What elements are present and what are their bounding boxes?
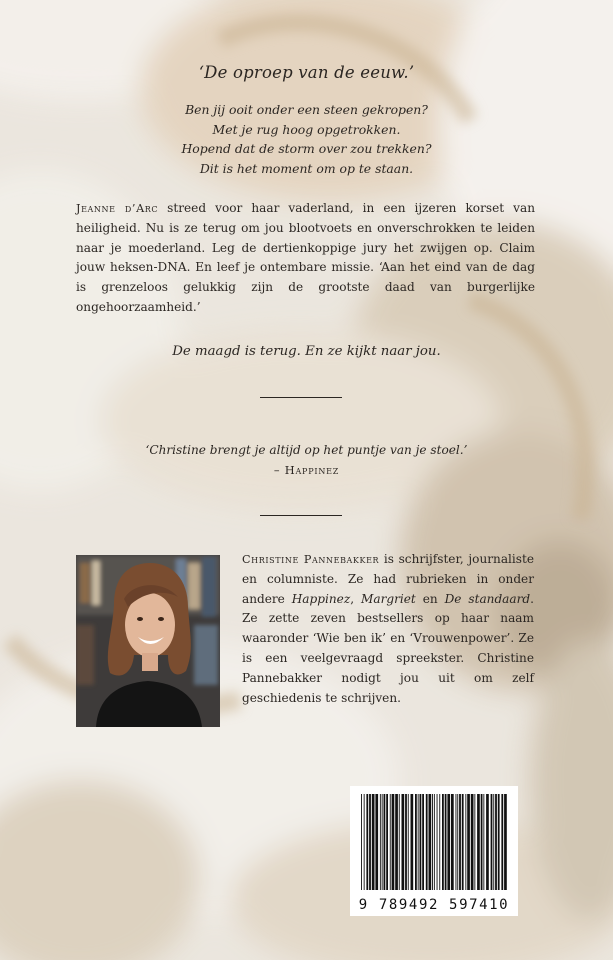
barcode-bar [462, 794, 464, 890]
barcode-bar [411, 794, 414, 890]
barcode-bar [471, 794, 474, 890]
poem-line: Ben jij ooit onder een steen gekropen? [185, 102, 428, 117]
barcode-bar [380, 794, 381, 890]
poem-title: ‘De oproep van de eeuw.’ [198, 63, 415, 82]
barcode-bar [504, 794, 507, 890]
barcode-bar [442, 794, 444, 890]
divider [260, 515, 342, 516]
barcode-bars [359, 794, 509, 890]
barcode-bar [408, 794, 409, 890]
barcode-bar [456, 794, 457, 890]
barcode-bar [467, 794, 470, 890]
barcode-bar [493, 794, 494, 890]
barcode-bar [415, 794, 417, 890]
barcode-bar [395, 794, 398, 890]
barcode-bar [422, 794, 424, 890]
isbn-number: 9 789492 597410 [358, 897, 510, 913]
barcode-bar [459, 794, 461, 890]
tagline: De maagd is terug. En ze kijkt naar jou. [172, 344, 441, 359]
barcode-bar [375, 794, 378, 890]
blurb-paragraph [76, 199, 535, 318]
barcode-bar [420, 794, 422, 890]
barcode-bar [364, 794, 365, 890]
barcode-bar [495, 794, 497, 890]
magazine-title: Happinez [291, 591, 351, 606]
magazine-title: De standaard [444, 591, 531, 606]
barcode-bar [366, 794, 368, 890]
barcode-bar [474, 794, 475, 890]
bio-text: is schrijfster, journaliste en columniste. Ze had rubrieken in onder andere [242, 552, 534, 606]
poem-line: Dit is het moment om op te staan. [199, 160, 414, 176]
barcode-bar [447, 794, 450, 890]
poem [0, 100, 613, 178]
barcode-bar [481, 794, 483, 890]
magazine-title: Margriet [360, 591, 416, 606]
barcode-bar [384, 794, 386, 890]
barcode-bar [501, 794, 503, 890]
barcode-bar [465, 794, 466, 890]
barcode-bar [386, 794, 388, 890]
barcode-bar [361, 794, 362, 890]
review-text: ‘Christine brengt je altijd op het puntje van je stoel.’ [145, 443, 468, 457]
barcode-bar [457, 794, 458, 890]
barcode-bar [491, 794, 493, 890]
barcode-bar [382, 794, 383, 890]
barcode-bar [483, 794, 484, 890]
barcode-bar [369, 794, 371, 890]
bio-text: . Ze zette zeven bestsellers op haar naam waaronder ‘Wie ben ik’ en ‘Vrouwenpower’. Ze is een veelgevraagd spreekster. Christine Pannebakker nodigt jou uit om zelf geschiedenis te schrijven. [242, 591, 534, 705]
barcode-bar [399, 794, 400, 890]
barcode-bar [418, 794, 419, 890]
review-source: – Happinez [273, 463, 340, 477]
poem-line: Hopend dat de storm over zou trekken? [181, 141, 432, 156]
barcode-bar [437, 794, 438, 890]
divider [260, 397, 342, 398]
barcode-bar [429, 794, 432, 890]
barcode-bar [392, 794, 395, 890]
isbn-barcode [350, 786, 518, 916]
barcode-bar [426, 794, 428, 890]
barcode-bar [372, 794, 375, 890]
author-photo [76, 555, 220, 727]
review-quote [0, 440, 613, 480]
blurb-lead-name: Jeanne d’Arc [76, 202, 159, 215]
author-name: Christine Pannebakker [242, 553, 380, 566]
bio-text: en [415, 591, 445, 606]
barcode-bar [486, 794, 489, 890]
blurb-text: streed voor haar vaderland, in een ijzeren korset van heiligheid. Nu is ze terug om jou blootvoets en onverschrokken te leiden naar je moederland. Leg de dertienkoppige jury het zwijgen op. Claim jouw heksen-DNA. En leef je ontembare missie. ‘Aan het eind van de dag is grenzeloos gelukkig zijn de grootste daad van burgerlijke ongehoorzaamheid.’ [76, 201, 535, 314]
barcode-bar [402, 794, 405, 890]
barcode-bar [434, 794, 435, 890]
barcode-bar [439, 794, 440, 890]
author-bio [242, 550, 534, 708]
barcode-bar [477, 794, 480, 890]
barcode-bar [498, 794, 500, 890]
bio-text: , [350, 591, 361, 606]
barcode-bar [432, 794, 433, 890]
barcode-bar [405, 794, 407, 890]
barcode-bar [445, 794, 447, 890]
poem-line: Met je rug hoog opgetrokken. [212, 121, 401, 137]
barcode-bar [390, 794, 391, 890]
barcode-bar [451, 794, 454, 890]
